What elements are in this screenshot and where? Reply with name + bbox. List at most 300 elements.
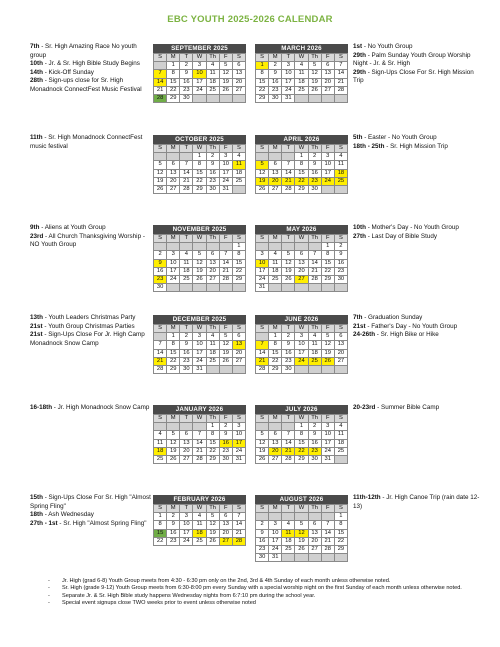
month-row bbox=[0, 311, 500, 381]
day-cell: 2 bbox=[180, 333, 193, 341]
weekday-header: F bbox=[219, 235, 232, 243]
weekday-header: F bbox=[219, 54, 232, 62]
day-cell: 11 bbox=[232, 161, 245, 169]
day-cell: 14 bbox=[282, 439, 295, 447]
empty-day bbox=[154, 423, 167, 431]
event-text: - Sr. High Monadnock ConnectFest music festival bbox=[30, 134, 143, 150]
month-calendar bbox=[153, 405, 246, 464]
day-cell: 20 bbox=[269, 177, 282, 185]
day-cell: 5 bbox=[193, 251, 206, 259]
day-cell: 14 bbox=[219, 259, 232, 267]
day-cell: 12 bbox=[219, 341, 232, 349]
empty-day bbox=[154, 333, 167, 341]
day-cell: 3 bbox=[282, 62, 295, 70]
day-cell: 22 bbox=[334, 537, 347, 545]
day-cell: 25 bbox=[334, 447, 347, 455]
day-cell: 27 bbox=[180, 456, 193, 464]
weekday-header: S bbox=[154, 54, 167, 62]
empty-day bbox=[256, 243, 269, 251]
day-cell: 15 bbox=[269, 349, 282, 357]
day-cell: 17 bbox=[321, 169, 334, 177]
day-cell: 31 bbox=[193, 366, 206, 374]
month-row bbox=[0, 40, 500, 110]
day-cell: 21 bbox=[193, 447, 206, 455]
month-calendar bbox=[255, 44, 348, 103]
event-note bbox=[30, 77, 152, 94]
day-cell: 2 bbox=[167, 513, 180, 521]
event-date: 29th bbox=[353, 51, 366, 59]
day-cell: 19 bbox=[219, 78, 232, 86]
day-cell: 14 bbox=[308, 259, 321, 267]
day-cell: 9 bbox=[219, 431, 232, 439]
day-cell: 11 bbox=[193, 521, 206, 529]
weekday-header: F bbox=[219, 325, 232, 333]
left-event-notes bbox=[30, 404, 152, 413]
day-cell: 28 bbox=[193, 456, 206, 464]
day-cell: 21 bbox=[282, 177, 295, 185]
day-cell: 24 bbox=[193, 357, 206, 365]
left-event-notes bbox=[30, 314, 152, 348]
day-cell: 28 bbox=[334, 86, 347, 94]
event-note bbox=[353, 143, 481, 152]
day-cell: 4 bbox=[308, 333, 321, 341]
weekday-header: Th bbox=[206, 505, 219, 513]
event-text: - Father's Day - No Youth Group bbox=[365, 322, 458, 330]
event-text: - Mother's Day - No Youth Group bbox=[365, 224, 459, 231]
weekday-header: S bbox=[154, 235, 167, 243]
right-event-notes bbox=[353, 43, 481, 86]
event-date: 21st bbox=[30, 331, 43, 339]
day-cell: 4 bbox=[206, 333, 219, 341]
weekday-header: M bbox=[269, 54, 282, 62]
day-cell: 19 bbox=[193, 267, 206, 275]
day-cell: 11 bbox=[180, 259, 193, 267]
day-cell: 30 bbox=[282, 366, 295, 374]
day-cell: 2 bbox=[219, 423, 232, 431]
day-cell: 20 bbox=[232, 349, 245, 357]
empty-day bbox=[321, 284, 334, 292]
day-cell: 31 bbox=[282, 95, 295, 103]
day-cell: 16 bbox=[154, 267, 167, 275]
day-cell: 18 bbox=[308, 349, 321, 357]
event-date: 1st bbox=[353, 43, 363, 50]
weekday-header: T bbox=[180, 145, 193, 153]
month-row bbox=[0, 131, 500, 201]
month-row bbox=[0, 221, 500, 291]
day-cell: 12 bbox=[295, 529, 308, 537]
day-cell: 27 bbox=[269, 456, 282, 464]
day-cell: 19 bbox=[167, 447, 180, 455]
day-cell: 4 bbox=[193, 513, 206, 521]
day-cell: 2 bbox=[154, 251, 167, 259]
day-cell: 16 bbox=[334, 259, 347, 267]
day-cell: 7 bbox=[308, 251, 321, 259]
event-note bbox=[30, 404, 152, 413]
day-cell: 7 bbox=[282, 431, 295, 439]
day-cell: 20 bbox=[180, 447, 193, 455]
event-text: - Youth Group Christmas Parties bbox=[42, 322, 135, 330]
event-text: - Palm Sunday Youth Group Worship Night - Jr. & Sr. High bbox=[353, 51, 471, 68]
day-cell: 15 bbox=[154, 529, 167, 537]
footer-notes bbox=[48, 578, 488, 608]
empty-day bbox=[334, 554, 347, 562]
event-date: 18th bbox=[30, 511, 43, 519]
day-cell: 8 bbox=[321, 251, 334, 259]
day-cell: 23 bbox=[334, 267, 347, 275]
footer-note: - Separate Jr. & Sr. High Bible study happens Wednesday nights from 6:7:10 pm during the school year. bbox=[48, 593, 488, 600]
weekday-header: Th bbox=[206, 235, 219, 243]
day-cell: 25 bbox=[154, 456, 167, 464]
month-title: NOVEMBER 2025 bbox=[153, 225, 246, 234]
day-cell: 14 bbox=[334, 70, 347, 78]
day-cell: 13 bbox=[334, 341, 347, 349]
right-event-notes bbox=[353, 494, 481, 511]
day-cell: 4 bbox=[269, 251, 282, 259]
day-cell: 2 bbox=[334, 243, 347, 251]
day-cell: 19 bbox=[282, 267, 295, 275]
day-cell: 11 bbox=[295, 70, 308, 78]
left-event-notes bbox=[30, 494, 152, 528]
day-cell: 4 bbox=[282, 521, 295, 529]
day-cell: 14 bbox=[193, 439, 206, 447]
weekday-header: M bbox=[269, 505, 282, 513]
page-title: EBC YOUTH 2025-2026 CALENDAR bbox=[167, 14, 333, 25]
day-cell: 3 bbox=[167, 251, 180, 259]
day-cell: 16 bbox=[180, 78, 193, 86]
day-cell: 25 bbox=[282, 546, 295, 554]
day-cell: 10 bbox=[321, 431, 334, 439]
day-cell: 20 bbox=[219, 529, 232, 537]
day-cell: 26 bbox=[308, 86, 321, 94]
day-cell: 23 bbox=[308, 177, 321, 185]
footer-note: - Sr. High (grade 9-12) Youth Group meets from 6:30-8:00 pm every Sunday with a special worship night on the first Sunday of each month unless otherwise noted. bbox=[48, 585, 488, 592]
footer-note: - Jr. High (grad 6-8) Youth Group meets from 4:30 - 6:30 pm only on the 2nd, 3rd & 4th Sunday of each month unless otherwise noted. bbox=[48, 578, 488, 585]
day-cell: 22 bbox=[232, 267, 245, 275]
day-cell: 22 bbox=[295, 177, 308, 185]
weekday-header: S bbox=[334, 415, 347, 423]
weekday-header: M bbox=[269, 415, 282, 423]
empty-day bbox=[295, 513, 308, 521]
day-cell: 25 bbox=[206, 86, 219, 94]
day-cell: 5 bbox=[282, 251, 295, 259]
day-cell: 13 bbox=[219, 521, 232, 529]
month-calendar bbox=[255, 405, 348, 464]
event-note bbox=[353, 323, 481, 332]
event-note bbox=[30, 60, 152, 69]
weekday-header: S bbox=[256, 325, 269, 333]
day-grid bbox=[255, 504, 348, 562]
day-cell: 30 bbox=[256, 554, 269, 562]
day-cell: 4 bbox=[232, 153, 245, 161]
day-cell: 6 bbox=[269, 431, 282, 439]
day-cell: 22 bbox=[321, 267, 334, 275]
day-cell: 25 bbox=[308, 357, 321, 365]
month-row bbox=[0, 491, 500, 561]
weekday-header: S bbox=[232, 415, 245, 423]
day-cell: 10 bbox=[295, 341, 308, 349]
day-cell: 15 bbox=[167, 78, 180, 86]
day-cell: 18 bbox=[206, 349, 219, 357]
left-event-notes bbox=[30, 43, 152, 95]
month-title: JUNE 2026 bbox=[255, 315, 348, 324]
day-cell: 3 bbox=[321, 153, 334, 161]
empty-day bbox=[193, 423, 206, 431]
empty-day bbox=[282, 153, 295, 161]
day-cell: 10 bbox=[180, 521, 193, 529]
day-cell: 20 bbox=[232, 78, 245, 86]
event-text: - Jr. High Monadnock Snow Camp bbox=[52, 404, 150, 411]
day-cell: 18 bbox=[154, 447, 167, 455]
empty-day bbox=[154, 62, 167, 70]
day-cell: 6 bbox=[232, 62, 245, 70]
day-cell: 3 bbox=[295, 333, 308, 341]
day-cell: 26 bbox=[193, 276, 206, 284]
day-cell: 4 bbox=[295, 62, 308, 70]
day-cell: 28 bbox=[282, 456, 295, 464]
empty-day bbox=[282, 243, 295, 251]
day-cell: 27 bbox=[219, 537, 232, 545]
weekday-header: T bbox=[282, 235, 295, 243]
day-grid bbox=[153, 414, 246, 464]
event-note bbox=[353, 43, 481, 52]
empty-day bbox=[154, 243, 167, 251]
event-text: - Sign-Ups Close For Sr. High "Almost Spring Fling" bbox=[30, 494, 151, 510]
weekday-header: M bbox=[269, 145, 282, 153]
day-cell: 10 bbox=[193, 341, 206, 349]
event-text: - Jr. & Sr. High Bible Study Begins bbox=[42, 60, 140, 68]
empty-day bbox=[295, 95, 308, 103]
empty-day bbox=[180, 243, 193, 251]
day-cell: 6 bbox=[167, 161, 180, 169]
month-calendar bbox=[255, 135, 348, 194]
day-cell: 1 bbox=[334, 513, 347, 521]
day-cell: 6 bbox=[269, 161, 282, 169]
day-cell: 16 bbox=[180, 349, 193, 357]
day-cell: 18 bbox=[180, 267, 193, 275]
day-cell: 24 bbox=[321, 447, 334, 455]
day-cell: 3 bbox=[269, 521, 282, 529]
day-cell: 12 bbox=[154, 169, 167, 177]
empty-day bbox=[167, 423, 180, 431]
empty-day bbox=[232, 95, 245, 103]
month-title: SEPTEMBER 2025 bbox=[153, 44, 246, 53]
day-cell: 23 bbox=[167, 537, 180, 545]
day-grid bbox=[153, 504, 246, 546]
day-cell: 27 bbox=[321, 86, 334, 94]
empty-day bbox=[206, 284, 219, 292]
day-cell: 9 bbox=[256, 529, 269, 537]
day-cell: 16 bbox=[206, 169, 219, 177]
day-cell: 31 bbox=[256, 284, 269, 292]
day-cell: 29 bbox=[295, 186, 308, 194]
event-note bbox=[30, 520, 152, 529]
day-cell: 18 bbox=[232, 169, 245, 177]
weekday-header: S bbox=[334, 145, 347, 153]
day-cell: 10 bbox=[219, 161, 232, 169]
day-cell: 9 bbox=[269, 70, 282, 78]
empty-day bbox=[206, 243, 219, 251]
day-cell: 11 bbox=[334, 161, 347, 169]
weekday-header: T bbox=[282, 54, 295, 62]
day-cell: 8 bbox=[193, 161, 206, 169]
day-cell: 27 bbox=[269, 186, 282, 194]
event-note bbox=[30, 323, 152, 332]
weekday-header: M bbox=[167, 54, 180, 62]
day-cell: 3 bbox=[256, 251, 269, 259]
event-text: - Youth Leaders Christmas Party bbox=[42, 314, 136, 321]
right-event-notes bbox=[353, 134, 481, 151]
day-cell: 10 bbox=[232, 431, 245, 439]
day-cell: 25 bbox=[295, 86, 308, 94]
weekday-header: M bbox=[167, 145, 180, 153]
weekday-header: W bbox=[193, 325, 206, 333]
day-cell: 1 bbox=[206, 423, 219, 431]
weekday-header: Th bbox=[308, 325, 321, 333]
day-cell: 30 bbox=[219, 456, 232, 464]
empty-day bbox=[232, 284, 245, 292]
empty-day bbox=[334, 186, 347, 194]
weekday-header: W bbox=[193, 505, 206, 513]
weekday-header: F bbox=[219, 415, 232, 423]
weekday-header: S bbox=[256, 415, 269, 423]
day-cell: 11 bbox=[154, 439, 167, 447]
day-cell: 17 bbox=[256, 267, 269, 275]
day-cell: 10 bbox=[167, 259, 180, 267]
day-cell: 25 bbox=[232, 177, 245, 185]
day-cell: 13 bbox=[206, 259, 219, 267]
day-cell: 13 bbox=[308, 529, 321, 537]
empty-day bbox=[282, 513, 295, 521]
event-text: - Sr. High Bike or Hike bbox=[375, 331, 439, 339]
day-cell: 5 bbox=[308, 62, 321, 70]
day-cell: 18 bbox=[295, 78, 308, 86]
empty-day bbox=[269, 513, 282, 521]
weekday-header: S bbox=[256, 54, 269, 62]
day-cell: 21 bbox=[232, 529, 245, 537]
day-cell: 12 bbox=[206, 521, 219, 529]
event-text: - Last Day of Bible Study bbox=[365, 232, 438, 240]
day-cell: 22 bbox=[193, 177, 206, 185]
day-cell: 13 bbox=[295, 259, 308, 267]
day-cell: 18 bbox=[334, 439, 347, 447]
day-grid bbox=[255, 53, 348, 103]
event-note bbox=[353, 233, 481, 242]
day-cell: 5 bbox=[167, 431, 180, 439]
day-cell: 19 bbox=[295, 537, 308, 545]
day-cell: 4 bbox=[180, 251, 193, 259]
event-note bbox=[30, 134, 152, 151]
day-cell: 15 bbox=[295, 169, 308, 177]
event-date: 5th bbox=[353, 134, 363, 141]
day-cell: 26 bbox=[219, 357, 232, 365]
day-cell: 28 bbox=[232, 537, 245, 545]
event-date: 10th bbox=[30, 60, 43, 68]
day-cell: 11 bbox=[206, 341, 219, 349]
day-cell: 22 bbox=[206, 447, 219, 455]
weekday-header: W bbox=[295, 145, 308, 153]
weekday-header: S bbox=[232, 505, 245, 513]
empty-day bbox=[334, 456, 347, 464]
weekday-header: S bbox=[232, 235, 245, 243]
weekday-header: M bbox=[269, 325, 282, 333]
day-cell: 22 bbox=[295, 447, 308, 455]
empty-day bbox=[232, 366, 245, 374]
month-title: JULY 2026 bbox=[255, 405, 348, 414]
month-title: APRIL 2026 bbox=[255, 135, 348, 144]
day-cell: 3 bbox=[180, 513, 193, 521]
empty-day bbox=[295, 284, 308, 292]
day-cell: 10 bbox=[269, 529, 282, 537]
day-cell: 23 bbox=[269, 86, 282, 94]
day-cell: 8 bbox=[206, 431, 219, 439]
weekday-header: F bbox=[219, 505, 232, 513]
day-cell: 28 bbox=[256, 366, 269, 374]
empty-day bbox=[167, 243, 180, 251]
day-cell: 17 bbox=[193, 349, 206, 357]
event-text: - Easter - No Youth Group bbox=[362, 134, 437, 141]
day-cell: 13 bbox=[269, 439, 282, 447]
event-note bbox=[353, 224, 481, 233]
empty-day bbox=[269, 243, 282, 251]
day-cell: 5 bbox=[219, 333, 232, 341]
empty-day bbox=[256, 153, 269, 161]
event-text: - Sign-Ups Close For Jr. High Camp Monadnock Snow Camp bbox=[30, 331, 145, 347]
day-cell: 6 bbox=[219, 513, 232, 521]
day-cell: 2 bbox=[308, 153, 321, 161]
day-cell: 7 bbox=[180, 161, 193, 169]
day-cell: 15 bbox=[321, 259, 334, 267]
empty-day bbox=[308, 513, 321, 521]
weekday-header: S bbox=[334, 325, 347, 333]
day-cell: 20 bbox=[295, 267, 308, 275]
empty-day bbox=[321, 554, 334, 562]
day-cell: 11 bbox=[269, 259, 282, 267]
day-cell: 9 bbox=[167, 521, 180, 529]
day-cell: 29 bbox=[206, 456, 219, 464]
month-title: DECEMBER 2025 bbox=[153, 315, 246, 324]
weekday-header: S bbox=[256, 235, 269, 243]
day-cell: 2 bbox=[206, 153, 219, 161]
weekday-header: W bbox=[295, 325, 308, 333]
day-cell: 29 bbox=[167, 95, 180, 103]
day-cell: 12 bbox=[308, 70, 321, 78]
day-cell: 21 bbox=[154, 86, 167, 94]
event-text: - Kick-Off Sunday bbox=[42, 68, 94, 76]
day-cell: 13 bbox=[180, 439, 193, 447]
day-cell: 4 bbox=[334, 423, 347, 431]
day-cell: 13 bbox=[167, 169, 180, 177]
day-cell: 15 bbox=[256, 78, 269, 86]
day-cell: 18 bbox=[282, 537, 295, 545]
weekday-header: S bbox=[256, 505, 269, 513]
day-cell: 1 bbox=[256, 62, 269, 70]
day-cell: 26 bbox=[256, 456, 269, 464]
event-date: 11th-12th bbox=[353, 494, 381, 501]
day-cell: 16 bbox=[256, 537, 269, 545]
event-note bbox=[353, 69, 481, 86]
empty-day bbox=[321, 95, 334, 103]
day-cell: 7 bbox=[256, 341, 269, 349]
month-title: JANUARY 2026 bbox=[153, 405, 246, 414]
month-title: AUGUST 2026 bbox=[255, 495, 348, 504]
day-cell: 1 bbox=[232, 243, 245, 251]
day-cell: 26 bbox=[282, 276, 295, 284]
month-calendar bbox=[255, 495, 348, 562]
weekday-header: F bbox=[321, 235, 334, 243]
empty-day bbox=[334, 284, 347, 292]
weekday-header: Th bbox=[206, 145, 219, 153]
weekday-header: W bbox=[295, 54, 308, 62]
